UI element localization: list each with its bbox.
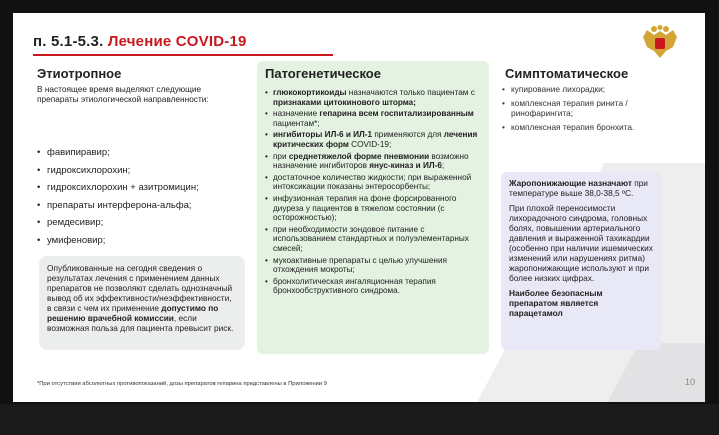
symptomatic-list [502, 84, 672, 136]
box-bold: Жаропонижающие назначают [509, 178, 632, 188]
list-item: • препараты интерферона-альфа; [37, 200, 252, 212]
note-text: Опубликованные на сегодня сведения о результатах лечения с применением данных препаратов не позволяют сделать однозначный вывод об их эффективности/неэффективности, в связи с чем их применение [47, 263, 233, 313]
list-item: • гидроксихлорохин + азитромицин; [37, 182, 252, 194]
list-item: • умифеновир; [37, 235, 252, 247]
list-item: • при среднетяжелой форме пневмонии возможно назначение ингибиторов янус-киназ и ИЛ-6; [265, 152, 487, 171]
title-prefix: п. 5.1-5.3. [33, 33, 108, 50]
etiotropic-drug-list [37, 147, 252, 252]
pathogenetic-list [265, 88, 487, 298]
list-item: • при необходимости зондовое питание с использованием стандартных и полуэлементарных смесей; [265, 225, 487, 254]
list-item: • комплексная терапия бронхита. [502, 122, 672, 132]
list-item: • бронхолитическая ингаляционная терапия бронхообструктивного синдрома. [265, 277, 487, 296]
note-bold: допустимо по решению врачебной комиссии [47, 303, 219, 323]
box-text: при температуре выше 38,0-38,5 ºС. [509, 178, 648, 198]
etiotropic-note-box [39, 256, 245, 350]
title-main: Лечение COVID-19 [107, 33, 247, 50]
antipyretic-box [501, 172, 661, 350]
bottom-bar [0, 404, 719, 435]
list-item: • купирование лихорадки; [502, 84, 672, 94]
box-conclusion: Наиболее безопасным препаратом является парацетамол [509, 288, 603, 318]
footnote: *При отсутствии абсолютных противопоказаний, дозы препаратов гепарина представлены в Приложении 9 [37, 381, 327, 387]
page-title [33, 33, 247, 50]
list-item: • фавипиравир; [37, 147, 252, 159]
list-item: • ремдесивир; [37, 217, 252, 229]
box-paragraph: При плохой переносимости лихорадочного синдрома, головных болях, повышении артериального давления и выраженной тахикардии (особенно при наличии ишемических изменений или нарушениях ритма) жаропонижающие используют и при более низких цифрах. [509, 203, 653, 283]
list-item: • достаточное количество жидкости; при выраженной интоксикации показаны энтеросорбенты; [265, 173, 487, 192]
col-etiotropic-intro: В настоящее время выделяют следующие препараты этиологической направленности: [37, 84, 209, 104]
col-pathogenetic-heading: Патогенетическое [265, 66, 381, 81]
col-symptomatic-heading: Симптоматическое [505, 66, 629, 81]
col-etiotropic-heading: Этиотропное [37, 66, 122, 81]
slide [13, 13, 705, 402]
coat-of-arms-icon [640, 25, 680, 61]
list-item: • назначение гепарина всем госпитализированным пациентам*; [265, 109, 487, 128]
list-item: • гидроксихлорохин; [37, 165, 252, 177]
list-item: • инфузионная терапия на фоне форсированного диуреза у пациентов в тяжелом состоянии (с осторожностью); [265, 194, 487, 223]
list-item: • комплексная терапия ринита / ринофарингита; [502, 98, 672, 118]
note-text-end: , если возможная польза для пациента превысит риск. [47, 313, 234, 333]
list-item: • мукоактивные препараты с целью улучшения отхождения мокроты; [265, 256, 487, 275]
page-number: 10 [684, 377, 695, 387]
list-item: • ингибиторы ИЛ-6 и ИЛ-1 применяются для лечения критических форм COVID-19; [265, 130, 487, 149]
list-item: • глюкокортикоиды назначаются только пациентам с признаками цитокинового шторма; [265, 88, 487, 107]
title-underline [33, 54, 333, 56]
